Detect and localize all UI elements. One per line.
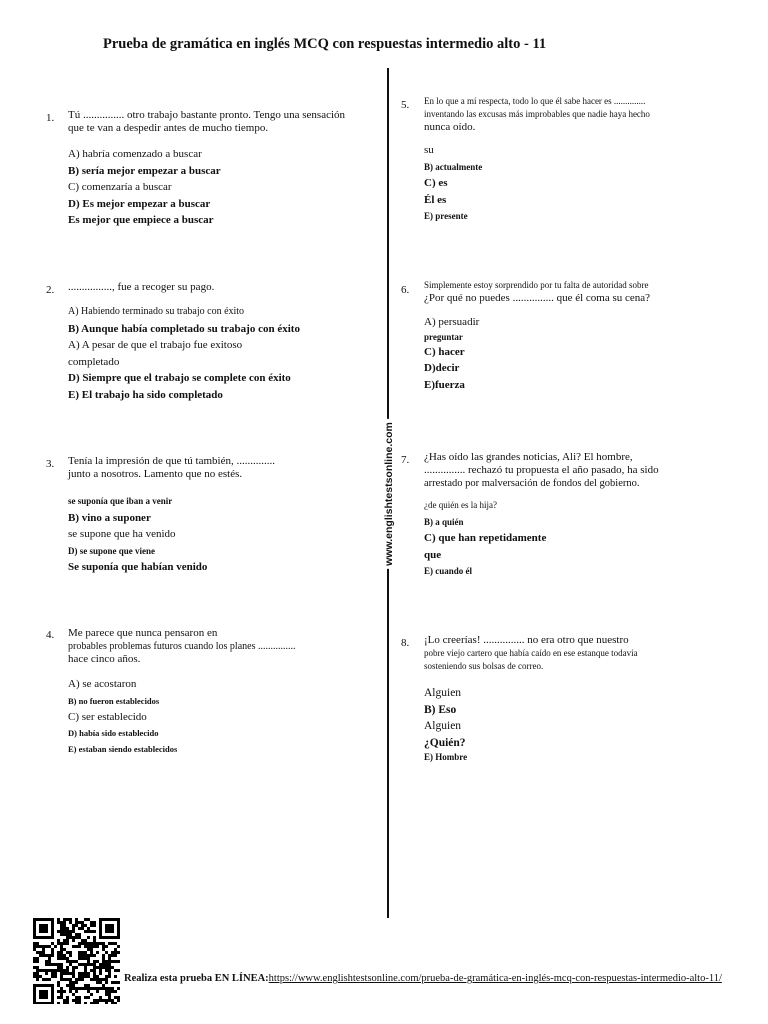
- question-1-option[interactable]: A) habría comenzado a buscar: [68, 148, 202, 160]
- question-3-option[interactable]: se suponía que iban a venir: [68, 496, 173, 506]
- question-7-option[interactable]: B) a quién: [424, 516, 464, 527]
- question-5-number: 5.: [401, 99, 410, 111]
- question-8-option[interactable]: B) Eso: [424, 703, 457, 716]
- question-2-option[interactable]: A) A pesar de que el trabajo fue exitoso: [68, 339, 243, 351]
- question-4-stem-line: Me parece que nunca pensaron en: [68, 627, 218, 639]
- question-5-option[interactable]: su: [424, 144, 434, 156]
- question-7: [424, 451, 724, 580]
- question-3-option[interactable]: B) vino a suponer: [68, 511, 151, 524]
- question-5-stem-line: nunca oído.: [424, 121, 476, 133]
- question-1-stem-line: que te van a despedir antes de mucho tiempo.: [68, 122, 269, 134]
- question-7-stem-line: ¿Has oído las grandes noticias, Ali? El hombre,: [424, 451, 633, 463]
- question-7-option[interactable]: E) cuando él: [424, 566, 473, 576]
- question-4-option[interactable]: D) había sido establecido: [68, 728, 159, 738]
- question-2-option[interactable]: completado: [68, 355, 120, 368]
- question-5-option[interactable]: C) es: [424, 177, 448, 189]
- question-4-option[interactable]: E) estaban siendo establecidos: [68, 744, 178, 754]
- question-6-option[interactable]: A) persuadir: [424, 316, 480, 328]
- question-2: [68, 281, 368, 403]
- question-5-option[interactable]: B) actualmente: [424, 161, 483, 172]
- question-8-option[interactable]: Alguien: [424, 720, 462, 732]
- question-1-option[interactable]: D) Es mejor empezar a buscar: [68, 197, 211, 210]
- question-1-option[interactable]: B) sería mejor empezar a buscar: [68, 164, 221, 177]
- question-2-option[interactable]: B) Aunque había completado su trabajo con éxito: [68, 322, 300, 335]
- question-8: [424, 634, 724, 764]
- question-5-option[interactable]: E) presente: [424, 211, 468, 221]
- qr-code-icon[interactable]: [33, 918, 123, 1004]
- question-8-option[interactable]: ¿Quién?: [424, 736, 466, 749]
- question-3: [68, 455, 368, 576]
- question-6-number: 6.: [401, 284, 410, 296]
- question-7-option[interactable]: ¿de quién es la hija?: [424, 500, 497, 510]
- question-8-option[interactable]: E) Hombre: [424, 752, 468, 762]
- question-8-option[interactable]: Alguien: [424, 687, 462, 699]
- question-4: [68, 627, 368, 757]
- question-5-stem-line: En lo que a mí respecta, todo lo que él sabe hacer es ..............: [424, 96, 646, 106]
- question-3-stem-line: junto a nosotros. Lamento que no estés.: [68, 468, 243, 480]
- question-8-stem-line: pobre viejo cartero que había caído en ese estanque todavía: [424, 648, 638, 658]
- question-4-option[interactable]: A) se acostaron: [68, 678, 137, 690]
- question-6-option[interactable]: C) hacer: [424, 345, 465, 358]
- question-6-option[interactable]: E)fuerza: [424, 378, 465, 391]
- question-8-number: 8.: [401, 637, 410, 649]
- question-4-number: 4.: [46, 629, 55, 641]
- question-3-option[interactable]: se supone que ha venido: [68, 528, 176, 540]
- question-6-option[interactable]: preguntar: [424, 331, 463, 342]
- question-2-option[interactable]: D) Siempre que el trabajo se complete con éxito: [68, 372, 291, 384]
- question-3-option[interactable]: Se suponía que habían venido: [68, 561, 208, 573]
- question-4-option[interactable]: C) ser establecido: [68, 710, 147, 723]
- footer-label: Realiza esta prueba EN LÍNEA:: [124, 973, 269, 984]
- question-4-stem-line: probables problemas futuros cuando los planes ...............: [68, 641, 296, 652]
- question-5-stem-line: inventando las excusas más improbables que nadie haya hecho: [424, 109, 650, 119]
- question-3-stem-line: Tenía la impresión de que tú también, ..............: [68, 455, 275, 467]
- question-1-option[interactable]: Es mejor que empiece a buscar: [68, 214, 214, 226]
- question-4-option[interactable]: B) no fueron establecidos: [68, 695, 160, 706]
- question-1-stem-line: Tú ............... otro trabajo bastante pronto. Tengo una sensación: [68, 109, 346, 121]
- question-1-option[interactable]: C) comenzaría a buscar: [68, 181, 172, 193]
- question-7-option[interactable]: que: [424, 548, 442, 561]
- question-8-stem-line: ¡Lo creerías! ............... no era otro que nuestro: [424, 634, 629, 646]
- footer-link[interactable]: https://www.englishtestsonline.com/prueba-de-gramática-en-inglés-mcq-con-respuestas-intermedio-alto-11/: [268, 973, 722, 984]
- footer: [124, 972, 722, 985]
- question-1: [68, 109, 368, 229]
- question-6-stem-line: ¿Por qué no puedes ............... que él coma su cena?: [424, 292, 651, 304]
- question-5: [424, 95, 724, 225]
- question-6-option[interactable]: D)decir: [424, 362, 460, 374]
- question-7-option[interactable]: C) que han repetidamente: [424, 532, 547, 544]
- watermark: www.englishtestsonline.com: [383, 419, 395, 569]
- question-2-stem-line: ................, fue a recoger su pago.: [68, 281, 215, 293]
- question-4-stem-line: hace cinco años.: [68, 653, 141, 665]
- question-3-number: 3.: [46, 458, 55, 470]
- question-2-option[interactable]: E) El trabajo ha sido completado: [68, 388, 223, 401]
- question-2-option[interactable]: A) Habiendo terminado su trabajo con éxito: [68, 306, 245, 317]
- question-1-number: 1.: [46, 112, 55, 124]
- question-6-stem-line: Simplemente estoy sorprendido por tu falta de autoridad sobre: [424, 280, 649, 290]
- question-2-number: 2.: [46, 284, 55, 296]
- question-7-number: 7.: [401, 454, 410, 466]
- question-7-stem-line: arrestado por malversación de fondos del gobierno.: [424, 478, 640, 489]
- question-8-stem-line: sosteniendo sus bolsas de correo.: [424, 661, 544, 671]
- question-7-stem-line: ............... rechazó tu propuesta el año pasado, ha sido: [424, 464, 659, 476]
- question-6: [424, 279, 724, 393]
- question-5-option[interactable]: Él es: [424, 193, 447, 206]
- question-3-option[interactable]: D) se supone que viene: [68, 545, 156, 556]
- page-title: Prueba de gramática en inglés MCQ con respuestas intermedio alto - 11: [103, 36, 547, 52]
